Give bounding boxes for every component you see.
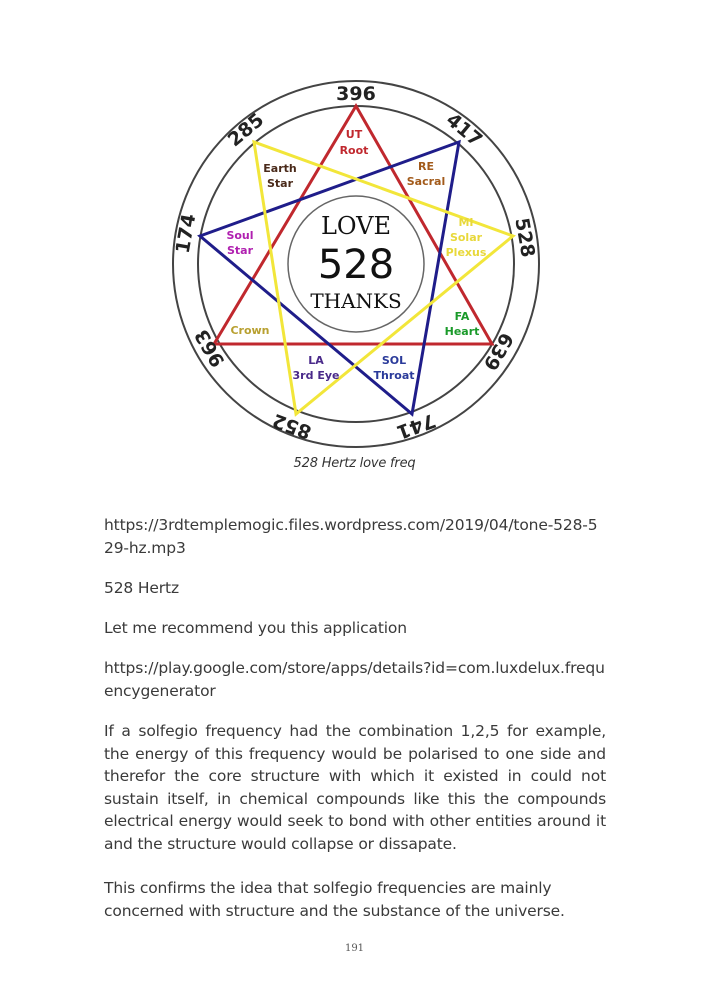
figure-caption: 528 Hertz love freq <box>293 456 416 471</box>
third-eye-label-1: LA <box>308 354 324 367</box>
center-thanks: THANKS <box>310 289 402 313</box>
earth-star-label-2: Star <box>266 177 294 190</box>
recommend-line: Let me recommend you this application <box>104 619 407 637</box>
freq-285: 285 <box>223 108 269 152</box>
freq-528: 528 <box>510 216 539 260</box>
app-link[interactable]: https://play.google.com/store/apps/details?id=com.luxdelux.frequencygenerator <box>104 659 605 700</box>
freq-174: 174 <box>171 212 201 256</box>
freq-963: 963 <box>190 325 230 371</box>
solar-label-1: MI <box>458 216 474 229</box>
throat-label-1: SOL <box>381 354 407 367</box>
throat-label-2: Throat <box>373 369 415 382</box>
freq-639: 639 <box>478 328 518 375</box>
center-love: LOVE <box>320 212 392 240</box>
mp3-link[interactable]: https://3rdtemplemogic.files.wordpress.com/2019/04/tone-528-529-hz.mp3 <box>104 516 598 557</box>
freq-741: 741 <box>393 408 439 444</box>
freq-417: 417 <box>441 108 487 152</box>
sacral-label-2: Sacral <box>406 175 446 188</box>
root-label-1: UT <box>345 128 363 141</box>
page-number: 191 <box>344 943 365 954</box>
earth-star-label-1: Earth <box>263 162 297 175</box>
root-label-2: Root <box>339 144 369 157</box>
sacral-label-1: RE <box>418 160 434 173</box>
third-eye-label-2: 3rd Eye <box>292 369 340 382</box>
freq-396: 396 <box>336 83 376 105</box>
solar-label-3: Plexus <box>445 246 487 259</box>
solfeggio-diagram <box>170 78 542 450</box>
solfegio-paragraph: If a solfegio frequency had the combination 1,2,5 for example, the energy of this frequency would be polarised to one side and therefor the core structure with which it existed in could not sustain itself, in chemical compounds like this the compounds electrical energy would seek to bond with other entities around it and the structure would collapse or dissapate. <box>104 722 606 853</box>
freq-852: 852 <box>269 408 315 444</box>
conclusion-paragraph: This confirms the idea that solfegio frequencies are mainly concerned with structure and the substance of the universe. <box>104 879 565 920</box>
heart-label-1: FA <box>454 310 470 323</box>
crown-label: Crown <box>230 324 270 337</box>
soul-star-label-2: Star <box>226 244 254 257</box>
hertz-line: 528 Hertz <box>104 579 179 597</box>
center-528: 528 <box>317 242 395 288</box>
soul-star-label-1: Soul <box>226 229 254 242</box>
solfeggio-diagram-svg <box>170 78 542 450</box>
heart-label-2: Heart <box>444 325 480 338</box>
solar-label-2: Solar <box>449 231 483 244</box>
